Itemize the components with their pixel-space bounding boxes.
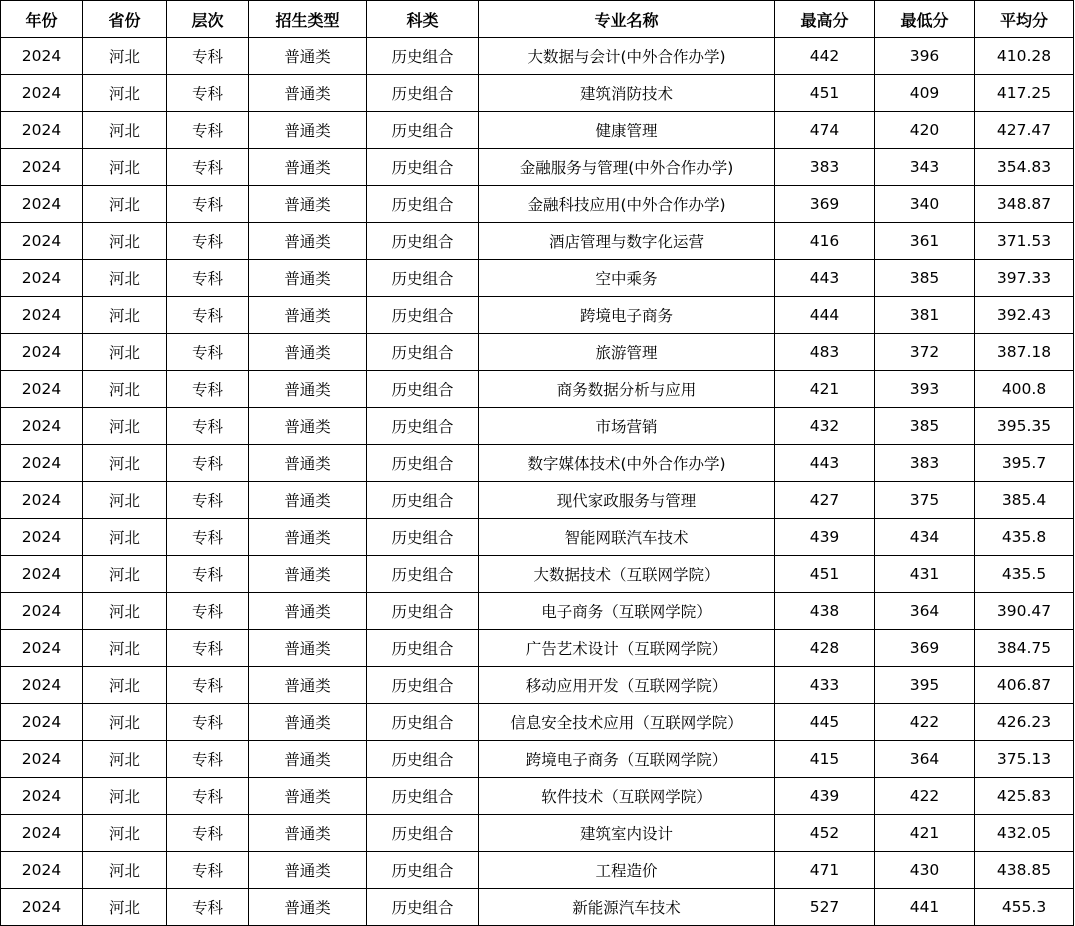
avg-score-cell: 426.23 [975,704,1074,741]
province-cell: 河北 [83,778,167,815]
province-cell: 河北 [83,445,167,482]
level-cell: 专科 [167,186,249,223]
year-cell: 2024 [1,334,83,371]
max-score-cell: 432 [775,408,875,445]
province-cell: 河北 [83,112,167,149]
year-cell: 2024 [1,778,83,815]
subject-category-cell: 历史组合 [367,852,479,889]
major-name-cell: 软件技术（互联网学院） [479,778,775,815]
max-score-cell: 383 [775,149,875,186]
table-row [1,815,1074,852]
major-name-cell: 新能源汽车技术 [479,889,775,926]
major-name-cell: 信息安全技术应用（互联网学院） [479,704,775,741]
major-name-cell: 数字媒体技术(中外合作办学) [479,445,775,482]
min-score-cell: 430 [875,852,975,889]
header-min-score: 最低分 [875,1,975,38]
year-cell: 2024 [1,371,83,408]
year-cell: 2024 [1,704,83,741]
avg-score-cell: 417.25 [975,75,1074,112]
avg-score-cell: 400.8 [975,371,1074,408]
avg-score-cell: 395.7 [975,445,1074,482]
table-row [1,112,1074,149]
avg-score-cell: 375.13 [975,741,1074,778]
year-cell: 2024 [1,889,83,926]
level-cell: 专科 [167,408,249,445]
table-row [1,778,1074,815]
avg-score-cell: 348.87 [975,186,1074,223]
admission-type-cell: 普通类 [249,186,367,223]
year-cell: 2024 [1,75,83,112]
province-cell: 河北 [83,38,167,75]
year-cell: 2024 [1,112,83,149]
major-name-cell: 电子商务（互联网学院） [479,593,775,630]
admission-type-cell: 普通类 [249,519,367,556]
level-cell: 专科 [167,75,249,112]
table-row [1,334,1074,371]
table-row [1,593,1074,630]
header-subject-category: 科类 [367,1,479,38]
major-name-cell: 跨境电子商务（互联网学院） [479,741,775,778]
year-cell: 2024 [1,445,83,482]
max-score-cell: 415 [775,741,875,778]
min-score-cell: 434 [875,519,975,556]
max-score-cell: 439 [775,778,875,815]
max-score-cell: 421 [775,371,875,408]
subject-category-cell: 历史组合 [367,889,479,926]
major-name-cell: 商务数据分析与应用 [479,371,775,408]
year-cell: 2024 [1,667,83,704]
header-admission-type: 招生类型 [249,1,367,38]
province-cell: 河北 [83,630,167,667]
avg-score-cell: 385.4 [975,482,1074,519]
level-cell: 专科 [167,334,249,371]
table-row [1,667,1074,704]
province-cell: 河北 [83,815,167,852]
table-row [1,519,1074,556]
max-score-cell: 439 [775,519,875,556]
max-score-cell: 433 [775,667,875,704]
province-cell: 河北 [83,593,167,630]
admission-type-cell: 普通类 [249,852,367,889]
min-score-cell: 364 [875,593,975,630]
table-row [1,186,1074,223]
avg-score-cell: 387.18 [975,334,1074,371]
min-score-cell: 385 [875,260,975,297]
max-score-cell: 428 [775,630,875,667]
province-cell: 河北 [83,223,167,260]
table-row [1,223,1074,260]
table-row [1,630,1074,667]
avg-score-cell: 395.35 [975,408,1074,445]
subject-category-cell: 历史组合 [367,371,479,408]
level-cell: 专科 [167,297,249,334]
major-name-cell: 金融服务与管理(中外合作办学) [479,149,775,186]
major-name-cell: 智能网联汽车技术 [479,519,775,556]
level-cell: 专科 [167,815,249,852]
level-cell: 专科 [167,482,249,519]
admission-type-cell: 普通类 [249,297,367,334]
max-score-cell: 483 [775,334,875,371]
table-row [1,741,1074,778]
major-name-cell: 建筑消防技术 [479,75,775,112]
subject-category-cell: 历史组合 [367,741,479,778]
subject-category-cell: 历史组合 [367,223,479,260]
level-cell: 专科 [167,371,249,408]
table-row [1,38,1074,75]
province-cell: 河北 [83,297,167,334]
year-cell: 2024 [1,852,83,889]
province-cell: 河北 [83,889,167,926]
subject-category-cell: 历史组合 [367,112,479,149]
major-name-cell: 建筑室内设计 [479,815,775,852]
province-cell: 河北 [83,371,167,408]
major-name-cell: 广告艺术设计（互联网学院） [479,630,775,667]
avg-score-cell: 427.47 [975,112,1074,149]
level-cell: 专科 [167,149,249,186]
avg-score-cell: 390.47 [975,593,1074,630]
subject-category-cell: 历史组合 [367,482,479,519]
min-score-cell: 385 [875,408,975,445]
level-cell: 专科 [167,778,249,815]
avg-score-cell: 435.5 [975,556,1074,593]
subject-category-cell: 历史组合 [367,408,479,445]
major-name-cell: 工程造价 [479,852,775,889]
level-cell: 专科 [167,112,249,149]
subject-category-cell: 历史组合 [367,445,479,482]
table-row [1,556,1074,593]
avg-score-cell: 406.87 [975,667,1074,704]
admission-type-cell: 普通类 [249,260,367,297]
major-name-cell: 金融科技应用(中外合作办学) [479,186,775,223]
province-cell: 河北 [83,556,167,593]
min-score-cell: 372 [875,334,975,371]
table-row [1,75,1074,112]
admission-type-cell: 普通类 [249,630,367,667]
admission-type-cell: 普通类 [249,593,367,630]
max-score-cell: 444 [775,297,875,334]
min-score-cell: 343 [875,149,975,186]
max-score-cell: 451 [775,75,875,112]
subject-category-cell: 历史组合 [367,519,479,556]
max-score-cell: 452 [775,815,875,852]
year-cell: 2024 [1,260,83,297]
province-cell: 河北 [83,482,167,519]
avg-score-cell: 425.83 [975,778,1074,815]
admission-type-cell: 普通类 [249,149,367,186]
year-cell: 2024 [1,297,83,334]
table-row [1,445,1074,482]
subject-category-cell: 历史组合 [367,149,479,186]
subject-category-cell: 历史组合 [367,815,479,852]
subject-category-cell: 历史组合 [367,556,479,593]
year-cell: 2024 [1,519,83,556]
table-row [1,408,1074,445]
admission-type-cell: 普通类 [249,556,367,593]
subject-category-cell: 历史组合 [367,38,479,75]
max-score-cell: 438 [775,593,875,630]
min-score-cell: 441 [875,889,975,926]
level-cell: 专科 [167,704,249,741]
admission-type-cell: 普通类 [249,38,367,75]
major-name-cell: 大数据技术（互联网学院） [479,556,775,593]
admission-type-cell: 普通类 [249,371,367,408]
min-score-cell: 421 [875,815,975,852]
table-row [1,852,1074,889]
min-score-cell: 361 [875,223,975,260]
admission-type-cell: 普通类 [249,667,367,704]
admission-type-cell: 普通类 [249,482,367,519]
province-cell: 河北 [83,667,167,704]
max-score-cell: 527 [775,889,875,926]
major-name-cell: 空中乘务 [479,260,775,297]
year-cell: 2024 [1,38,83,75]
max-score-cell: 443 [775,260,875,297]
year-cell: 2024 [1,630,83,667]
max-score-cell: 451 [775,556,875,593]
subject-category-cell: 历史组合 [367,334,479,371]
admission-type-cell: 普通类 [249,815,367,852]
subject-category-cell: 历史组合 [367,778,479,815]
major-name-cell: 跨境电子商务 [479,297,775,334]
admission-type-cell: 普通类 [249,889,367,926]
subject-category-cell: 历史组合 [367,667,479,704]
year-cell: 2024 [1,482,83,519]
major-name-cell: 健康管理 [479,112,775,149]
major-name-cell: 大数据与会计(中外合作办学) [479,38,775,75]
subject-category-cell: 历史组合 [367,593,479,630]
avg-score-cell: 397.33 [975,260,1074,297]
admission-type-cell: 普通类 [249,223,367,260]
table-row [1,889,1074,926]
max-score-cell: 443 [775,445,875,482]
min-score-cell: 375 [875,482,975,519]
level-cell: 专科 [167,667,249,704]
province-cell: 河北 [83,704,167,741]
admission-type-cell: 普通类 [249,778,367,815]
level-cell: 专科 [167,445,249,482]
admission-type-cell: 普通类 [249,112,367,149]
subject-category-cell: 历史组合 [367,75,479,112]
province-cell: 河北 [83,186,167,223]
level-cell: 专科 [167,223,249,260]
province-cell: 河北 [83,334,167,371]
level-cell: 专科 [167,260,249,297]
min-score-cell: 422 [875,704,975,741]
year-cell: 2024 [1,593,83,630]
province-cell: 河北 [83,149,167,186]
min-score-cell: 381 [875,297,975,334]
header-avg-score: 平均分 [975,1,1074,38]
avg-score-cell: 410.28 [975,38,1074,75]
year-cell: 2024 [1,186,83,223]
level-cell: 专科 [167,519,249,556]
min-score-cell: 340 [875,186,975,223]
province-cell: 河北 [83,852,167,889]
level-cell: 专科 [167,593,249,630]
major-name-cell: 酒店管理与数字化运营 [479,223,775,260]
year-cell: 2024 [1,223,83,260]
min-score-cell: 364 [875,741,975,778]
header-province: 省份 [83,1,167,38]
major-name-cell: 市场营销 [479,408,775,445]
level-cell: 专科 [167,38,249,75]
avg-score-cell: 438.85 [975,852,1074,889]
year-cell: 2024 [1,815,83,852]
year-cell: 2024 [1,408,83,445]
max-score-cell: 471 [775,852,875,889]
admission-type-cell: 普通类 [249,408,367,445]
subject-category-cell: 历史组合 [367,186,479,223]
header-year: 年份 [1,1,83,38]
level-cell: 专科 [167,556,249,593]
year-cell: 2024 [1,149,83,186]
avg-score-cell: 392.43 [975,297,1074,334]
level-cell: 专科 [167,630,249,667]
min-score-cell: 393 [875,371,975,408]
avg-score-cell: 455.3 [975,889,1074,926]
admission-type-cell: 普通类 [249,741,367,778]
table-row [1,482,1074,519]
max-score-cell: 474 [775,112,875,149]
min-score-cell: 395 [875,667,975,704]
level-cell: 专科 [167,852,249,889]
province-cell: 河北 [83,519,167,556]
province-cell: 河北 [83,741,167,778]
subject-category-cell: 历史组合 [367,704,479,741]
max-score-cell: 445 [775,704,875,741]
max-score-cell: 369 [775,186,875,223]
min-score-cell: 383 [875,445,975,482]
year-cell: 2024 [1,556,83,593]
province-cell: 河北 [83,408,167,445]
header-max-score: 最高分 [775,1,875,38]
major-name-cell: 移动应用开发（互联网学院） [479,667,775,704]
table-row [1,371,1074,408]
max-score-cell: 442 [775,38,875,75]
level-cell: 专科 [167,889,249,926]
avg-score-cell: 354.83 [975,149,1074,186]
header-level: 层次 [167,1,249,38]
avg-score-cell: 384.75 [975,630,1074,667]
table-header-row [1,1,1074,38]
min-score-cell: 409 [875,75,975,112]
min-score-cell: 422 [875,778,975,815]
admission-type-cell: 普通类 [249,445,367,482]
subject-category-cell: 历史组合 [367,297,479,334]
major-name-cell: 现代家政服务与管理 [479,482,775,519]
avg-score-cell: 432.05 [975,815,1074,852]
level-cell: 专科 [167,741,249,778]
min-score-cell: 420 [875,112,975,149]
min-score-cell: 431 [875,556,975,593]
province-cell: 河北 [83,260,167,297]
avg-score-cell: 435.8 [975,519,1074,556]
header-major-name: 专业名称 [479,1,775,38]
table-row [1,297,1074,334]
admission-type-cell: 普通类 [249,704,367,741]
year-cell: 2024 [1,741,83,778]
table-row [1,149,1074,186]
admission-type-cell: 普通类 [249,334,367,371]
table-row [1,704,1074,741]
subject-category-cell: 历史组合 [367,260,479,297]
avg-score-cell: 371.53 [975,223,1074,260]
max-score-cell: 427 [775,482,875,519]
max-score-cell: 416 [775,223,875,260]
table-row [1,260,1074,297]
subject-category-cell: 历史组合 [367,630,479,667]
admission-type-cell: 普通类 [249,75,367,112]
major-name-cell: 旅游管理 [479,334,775,371]
min-score-cell: 369 [875,630,975,667]
min-score-cell: 396 [875,38,975,75]
province-cell: 河北 [83,75,167,112]
